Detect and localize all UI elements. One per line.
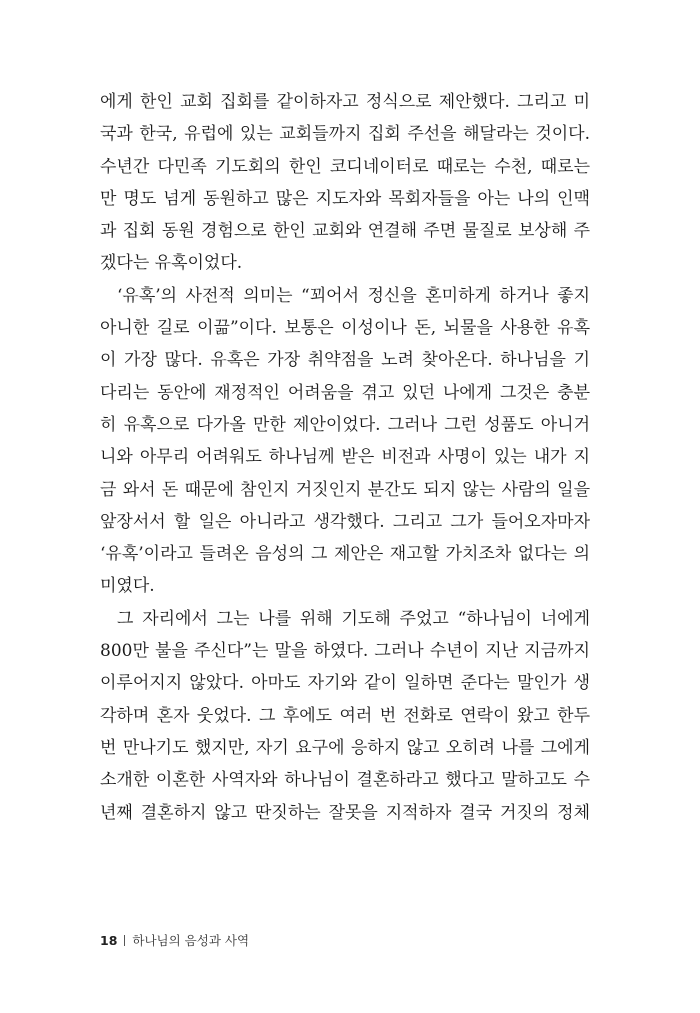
text-line: 만 명도 넘게 동원하고 많은 지도자와 목회자들을 아는 나의 인맥 <box>100 188 590 209</box>
text-line: 아니한 길로 이끎”이다. 보통은 이성이나 돈, 뇌물을 사용한 유혹 <box>100 318 590 339</box>
body-text <box>100 86 590 829</box>
text-line: 히 유혹으로 다가올 만한 제안이었다. 그러나 그런 성품도 아니거 <box>100 414 590 435</box>
text-line: 금 와서 돈 때문에 참인지 거짓인지 분간도 되지 않는 사람의 일을 <box>100 479 590 500</box>
footer-divider <box>124 935 125 946</box>
text-line: 앞장서서 할 일은 아니라고 생각했다. 그리고 그가 들어오자마자 <box>100 511 590 532</box>
text-line: 니와 아무리 어려워도 하나님께 받은 비전과 사명이 있는 내가 지 <box>100 447 590 468</box>
text-line: 다리는 동안에 재정적인 어려움을 겪고 있던 나에게 그것은 충분 <box>100 382 590 403</box>
text-line: 이 가장 많다. 유혹은 가장 취약점을 노려 찾아온다. 하나님을 기 <box>100 350 590 371</box>
text-line: 수년간 다민족 기도회의 한인 코디네이터로 때로는 수천, 때로는 <box>100 156 590 177</box>
text-line: 800만 불을 주신다”는 말을 하였다. 그러나 수년이 지난 지금까지 <box>100 641 590 662</box>
text-line: 번 만나기도 했지만, 자기 요구에 응하지 않고 오히려 나를 그에게 <box>100 737 590 758</box>
text-line: 과 집회 동원 경험으로 한인 교회와 연결해 주면 물질로 보상해 주 <box>100 221 590 242</box>
text-line: 소개한 이혼한 사역자와 하나님이 결혼하라고 했다고 말하고도 수 <box>100 770 590 791</box>
page-number: 18 <box>100 933 118 948</box>
page-footer <box>100 929 249 953</box>
text-line: 이루어지지 않았다. 아마도 자기와 같이 일하면 준다는 말인가 생 <box>100 673 590 694</box>
text-line: 국과 한국, 유럽에 있는 교회들까지 집회 주선을 해달라는 것이다. <box>100 124 590 145</box>
text-line: ‘유혹’의 사전적 의미는 “꾀어서 정신을 혼미하게 하거나 좋지 <box>117 285 590 306</box>
text-line: 겠다는 유혹이었다. <box>100 253 243 274</box>
text-line: 에게 한인 교회 집회를 같이하자고 정식으로 제안했다. 그리고 미 <box>100 92 590 112</box>
text-line: ‘유혹’이라고 들려온 음성의 그 제안은 재고할 가치조차 없다는 의 <box>100 544 590 565</box>
text-line: 미였다. <box>100 576 155 597</box>
text-line: 년째 결혼하지 않고 딴짓하는 잘못을 지적하자 결국 거짓의 정체 <box>100 802 590 823</box>
text-line: 그 자리에서 그는 나를 위해 기도해 주었고 “하나님이 너에게 <box>117 608 590 629</box>
text-line: 각하며 혼자 웃었다. 그 후에도 여러 번 전화로 연락이 왔고 한두 <box>100 705 590 726</box>
running-title: 하나님의 음성과 사역 <box>132 933 250 948</box>
